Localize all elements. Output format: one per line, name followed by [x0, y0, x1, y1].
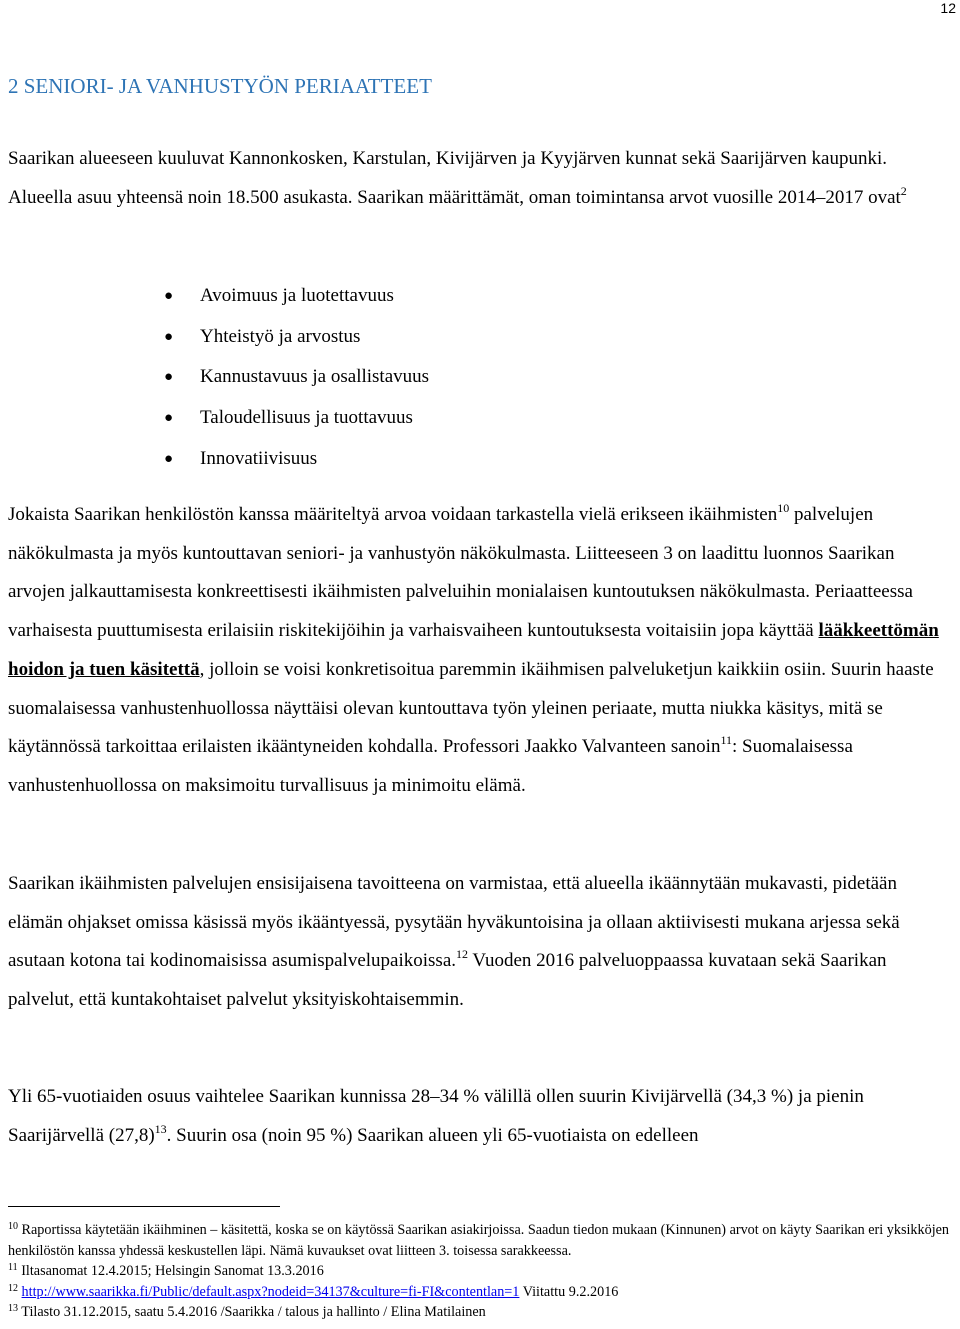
list-item: ● Yhteistyö ja arvostus — [200, 319, 429, 360]
footnote-ref-13[interactable]: 13 — [154, 1121, 167, 1136]
intro-paragraph — [8, 140, 952, 217]
statistics-paragraph: Yli 65-vuotiaiden osuus vaihtelee Saarikan kunnissa 28–34 % välillä ollen suurin Kivijärvellä (34,3 %) ja pienin Saarijärvellä $(27,8)^{13}$. Suurin osa (noin 95 %) Saarikan alueen yli 65-vuotiaista on edelleen — [8, 1086, 864, 1146]
section-heading: 2 SENIORI- JA VANHUSTYÖN PERIAATTEET — [8, 74, 432, 98]
list-item: ● Avoimuus ja luotettavuus — [200, 278, 429, 319]
list-item: ● Kannustavuus ja osallistavuus — [200, 359, 429, 400]
footnote-ref-11[interactable]: 11 — [720, 733, 733, 748]
bullet-icon: ● — [164, 328, 174, 345]
bullet-icon: ● — [164, 288, 174, 304]
intro-text: Saarikan alueeseen kuuluvat Kannonkosken, Karstulan, Kivijärven ja Kyyjärven kunnat sekä Saarijärven kaupunki. Alueella asuu yhteensä noin 18.500 asukasta. Saarikan määrittämät, oman toimintansa arvot vuosille 2014–2017 ovat — [8, 148, 901, 208]
footnote-10: $^{10}$ Raportissa käytetään ikäihminen – käsitettä, koska se on käytössä Saarikan asiakirjoissa. Saadun tiedon mukaan (Kinnunen) arvot on käyty Saarikan eri yksikköjen henkilöstön kanssa yhdessä keskustellen läpi. Nämä kuvaukset ovat liitteen 3. toisessa sarakkeessa. — [8, 1221, 950, 1259]
list-item: ● Innovatiivisuus — [200, 441, 429, 482]
footnote-12-link[interactable]: http://www.saarikka.fi/Public/default.aspx?nodeid=34137&culture=fi-FI&contentlan=1 — [21, 1283, 520, 1300]
footnote-13: $^{13}$ Tilasto 31.12.2015, saatu 5.4.2016 /Saarikka / talous ja hallinto / Elina Matilainen — [8, 1303, 486, 1320]
footnote-12: $^{12}$ http://www.saarikka.fi/Public/default.aspx?nodeid=34137&culture=fi-FI&contentlan=1 Viitattu 9.2.2016 — [8, 1282, 619, 1300]
footnote-divider — [8, 1206, 280, 1207]
footnote-ref-12[interactable]: 12 — [456, 947, 469, 961]
footnote-ref-10[interactable]: 10 — [777, 501, 790, 515]
bullet-icon: ● — [164, 450, 174, 467]
goals-paragraph: Saarikan ikäihmisten palvelujen ensisijaisena tavoitteena on varmistaa, että alueella ikäännytään mukavasti, pidetään elämän ohjakset omissa käsissä myös ikääntyessä, pysytään hyväkuntoisina ja ollaan aktiivisesti mukana arjessa sekä asutaan kotona tai kodinomaisissa asumispalvelupaikoissa.$^{12}$ Vuoden 2016 palveluoppaassa kuvataan sekä Saarikan palvelut, että kuntakohtaiset palvelut yksityiskohtaisemmin. — [8, 873, 900, 1010]
bullet-icon: ● — [164, 369, 174, 386]
page-number: 12 — [940, 0, 956, 16]
values-paragraph: Jokaista Saarikan henkilöstön kanssa määriteltyä arvoa voidaan tarkastella vielä erikseen ikäihmisten$^{10}$ palvelujen näkökulmasta ja myös kuntouttavan seniori- ja vanhustyön näkökulmasta. Liitteeseen 3 on laadittu luonnos Saarikan arvojen jalkauttamisesta konkreettisesti ikäihmisten palveluihin monialaisen kuntoutuksen näkökulmasta. Periaatteessa varhaisesta puuttumisesta erilaisiin riskitekijöihin ja varhaisvaiheen kuntoutuksesta voitaisiin jopa käyttää lääkkeettömän hoidon ja tuen käsitettä, jolloin se voisi konkretisoitua paremmin ikäihmisen palveluketjun kaikkiin osiin. Suurin haaste suomalaisessa vanhustenhuollossa näyttäisi olevan kuntouttava työn yleinen periaate, mutta niukka käsitys, mitä se käytännössä tarkoittaa erilaisten ikääntyneiden kohdalla. Professori Jaakko Valvanteen sanoin$^{11}$: Suomalaisessa vanhustenhuollossa on maksimoitu turvallisuus ja minimoitu elämä. — [8, 501, 939, 796]
footnote-ref-2[interactable]: 2 — [900, 183, 907, 198]
footnotes — [8, 1220, 952, 1323]
values-list — [164, 278, 430, 481]
list-item: ● Taloudellisuus ja tuottavuus — [200, 400, 429, 441]
bullet-icon: ● — [164, 410, 174, 427]
emphasis-link[interactable]: lääkkeettömän hoidon ja tuen käsitettä — [8, 620, 939, 680]
footnote-11: $^{11}$ Iltasanomat 12.4.2015; Helsingin Sanomat 13.3.2016 — [8, 1262, 324, 1279]
